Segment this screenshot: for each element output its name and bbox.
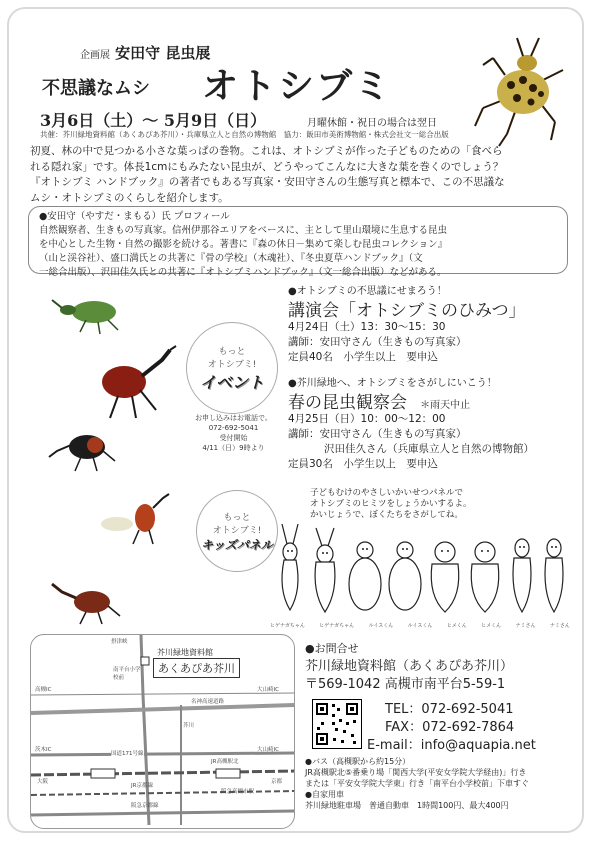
parking-heading: ●自家用車 [305,790,344,799]
map-label: 京都 [271,779,283,785]
map-label: 南平台小学校前 [113,667,141,681]
contact-email: E-mail：info@aquapia.net [367,738,536,753]
sponsors: 共催：芥川緑地資料館（あくあぴあ芥川）・兵庫県立人と自然の博物館 協力：飯田市美術博物館・株式会社文一総合出版 [40,130,449,139]
green-weevil-photo [50,290,130,340]
lecture-speaker: 講師：安田守さん（生きもの写真家） [288,336,467,348]
bus-line: JR高槻駅北⑤番乗り場「関西大学(平安女学院大学経由)」行き [305,768,527,777]
kids-character-names [270,622,570,629]
field-capacity: 定員30名 小学生以上 要申込 [288,458,438,470]
map-label: 大山崎IC [257,687,279,693]
character-name: ヒメくん [446,623,467,629]
field-title-row [288,388,470,413]
map-label: JR高槻駅北 [211,759,239,765]
contact-fax: FAX：072-692-7864 [385,720,515,735]
intro-line: 初夏、林の中で見つかる小さな葉っぱの巻物。これは、オトシブミが作った子どものための「食べら [30,145,503,157]
character-name: ナミさん [549,623,570,629]
event-badge-small1: もっと [218,346,246,357]
kids-line: かいじょうで、ぼくたちをさがしてね。 [310,510,463,520]
event-application-note [186,413,281,453]
lecture-date: 4月24日（土）13：30～15：30 [288,321,446,333]
map-label: 国道171号線 [111,751,144,757]
lecture-title: 講演会「オトシブミのひみつ」 [288,301,526,321]
kikaku-prefix: 企画展 [80,50,110,61]
note-phone: 072-692-5041 [208,424,259,432]
subtitle: 不思議なムシ [42,78,150,99]
map-label: JR京都線 [131,783,153,789]
map-label: 茨木IC [35,747,52,753]
kids-badge-small2: オトシブミ! [212,525,262,536]
intro-line: 『オトシブミ ハンドブック』の著者でもある写真家・安田守さんの生態写真と標本で、この不思議な [30,176,505,188]
intro-line: れる隠れ家」です。体長1cmにもみたない昆虫が、どうやってこんなに大きな葉を巻くのでしょう？ [30,160,504,173]
access-info [305,756,529,811]
character-name: ヒゲナガちゃん [319,623,355,629]
parking-line: 芥川緑地駐車場 普通自動車 1時間100円、最大400円 [305,801,509,810]
bus-heading: ●バス（高槻駅から約15分） [305,757,411,766]
flying-beetle-photo [95,490,175,550]
contact-name: 芥川緑地資料館（あくあぴあ芥川） [305,659,514,674]
kids-panel-text [310,488,472,521]
red-weevil-photo [90,342,180,422]
lecture-capacity: 定員40名 小学生以上 要申込 [288,351,438,363]
field-speaker1: 講師：安田守さん（生きもの写真家） [288,428,467,440]
character-name: ルイスくん [407,623,433,629]
map-label: 大山崎IC [257,747,279,753]
intro-text [30,144,575,206]
bus-line: または「平安女学院大学東」行き「南平台小学校前」下車すぐ [305,779,529,788]
access-map [30,634,295,829]
beetle-hero-image [455,30,575,150]
contact-tel: TEL：072-692-5041 [385,702,514,717]
field-title: 春の昆虫観察会 [288,393,407,413]
kikaku-name: 安田守 昆虫展 [115,44,211,62]
long-neck-weevil-photo [40,572,125,627]
map-label: 大阪 [37,779,49,785]
lecture-details [288,320,467,365]
field-heading: ●芥川緑地へ、オトシブミをさがしにいこう！ [288,378,497,389]
kids-badge [196,490,278,572]
lecture-heading: ●オトシブミの不思議にせまろう！ [288,286,447,297]
event-badge-label: イベント [199,372,264,392]
black-red-weevil-photo [45,425,125,475]
kids-badge-label: キッズパネル [201,537,273,552]
character-name: ナミさん [515,623,536,629]
map-label: 摂津峡 [111,639,128,645]
profile-line: 一総合出版）、沢田佳久氏との共著に『オトシブミハンドブック』（文一総合出版）などがある。 [39,267,447,278]
field-rain-note: ＊雨天中止 [420,400,471,411]
field-date: 4月25日（日）10：00～12：00 [288,413,446,425]
qr-code [312,699,362,749]
event-badge [186,322,278,414]
field-details [288,412,534,472]
kids-badge-small1: もっと [223,512,251,523]
profile-line: を中心とした生物・自然の撮影を続ける。著書に『森の休日－集めて楽しむ昆虫コレクション』 [39,239,448,250]
map-label: 名神高速道路 [191,699,225,705]
field-speaker2: 沢田佳久さん（兵庫県立人と自然の博物館） [324,443,534,455]
character-name: ヒメくん [481,623,502,629]
profile-line: （山と渓谷社）、盛口満氏との共著に『骨の学校』（木魂社）、『冬虫夏草ハンドブック』（文 [39,253,423,264]
profile-heading: ●安田守（やすだ・まもる）氏 プロフィール [39,211,230,222]
map-label: 高槻IC [35,687,52,693]
kids-characters-illustration [270,520,570,625]
kids-line: 子どもむけのやさしいかいせつパネルで [310,488,464,498]
character-name: ルイスくん [368,623,394,629]
profile-box [28,206,568,278]
event-badge-small2: オトシブミ! [207,359,257,370]
kikaku-heading [80,42,210,63]
map-label-library: 芥川緑地資料館 [157,648,213,657]
kids-line: オトシブミのヒミツをしょうかいするよ。 [310,499,472,509]
exhibition-dates: 3月6日（土）～ 5月9日（日） [40,111,267,130]
note-line: 4/11（日）9時より [202,444,265,452]
map-label: 阪急京都線 [131,803,159,809]
map-label-aquapia: あくあぴあ芥川 [153,658,240,678]
map-label: 阪急高槻市駅 [221,789,255,795]
intro-line: ムシ・オトシブミのくらしを紹介します。 [30,191,229,204]
profile-line: 自然観察者、生きもの写真家。信州伊那谷エリアをベースに、主として里山環境に生息する昆虫 [39,225,448,236]
character-name: ヒゲナガちゃん [270,623,305,629]
main-title: オトシブミ [202,65,393,107]
map-label: 芥川 [183,723,195,729]
note-line: お申し込みはお電話で。 [195,414,272,422]
note-line: 受付開始 [219,434,248,442]
closed-note: 月曜休館・祝日の場合は翌日 [307,118,437,129]
contact-address: 〒569-1042 高槻市南平台5-59-1 [305,677,506,692]
contact-heading: ●お問合せ [305,642,359,655]
